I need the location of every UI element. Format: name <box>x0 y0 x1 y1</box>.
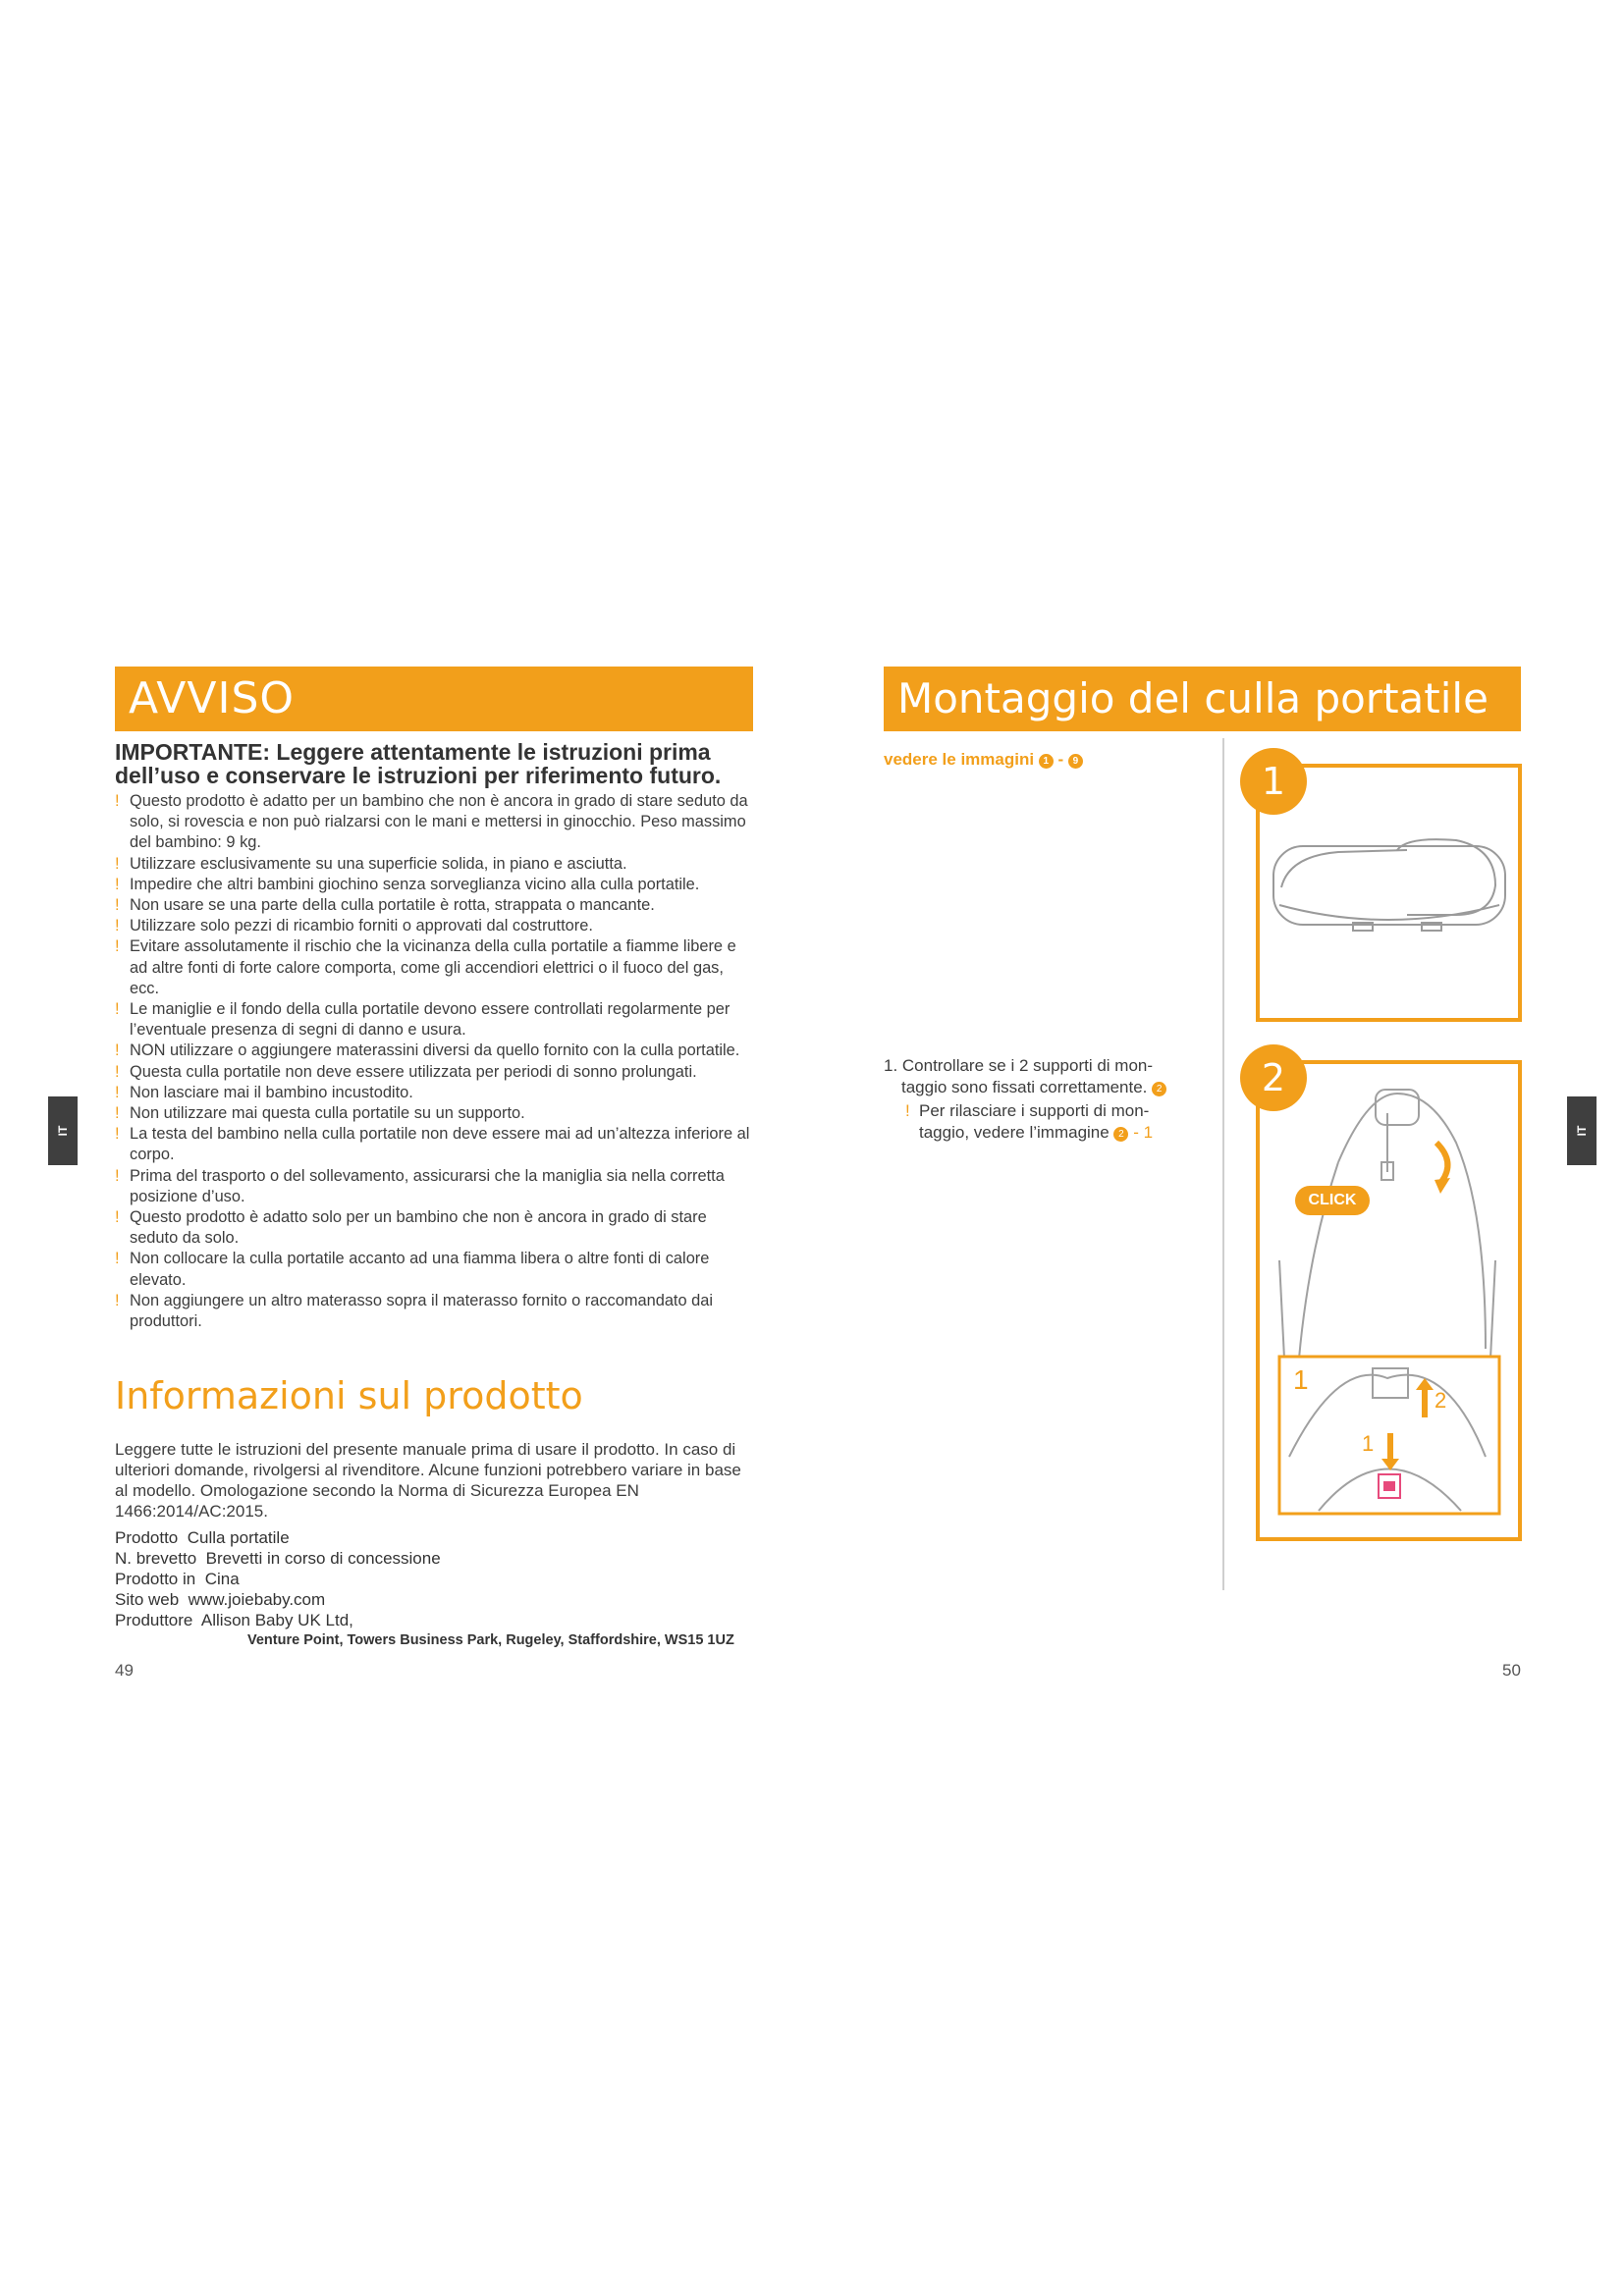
figure-2-badge: 2 <box>1240 1044 1307 1111</box>
arrow-label-1: 1 <box>1362 1431 1375 1456</box>
inset-clip-button <box>1383 1481 1395 1491</box>
warning-mark: ! <box>115 917 120 935</box>
see-images-ref: vedere le immagini 1 - 9 <box>884 750 1083 770</box>
figure-ref-end: 9 <box>1068 754 1083 769</box>
warning-item: ! La testa del bambino nella culla portatile non deve essere mai ad un’altezza inferiore al corpo. <box>115 1125 750 1164</box>
spec-row: Sito web www.joiebaby.com <box>115 1590 326 1609</box>
warning-mark: ! <box>115 1250 120 1268</box>
carrycot-hood <box>1397 839 1495 915</box>
rotate-arrow-head <box>1435 1178 1450 1194</box>
figure-1-badge: 1 <box>1240 748 1307 815</box>
warning-mark: ! <box>115 1291 120 1309</box>
carrycot-illustration <box>1260 768 1518 1018</box>
spec-row: Prodotto Culla portatile <box>115 1528 290 1547</box>
warning-item: ! Non usare se una parte della culla portatile è rotta, strappata o mancante. <box>115 895 753 916</box>
info-paragraph: Leggere tutte le istruzioni del presente manuale prima di usare il prodotto. In caso di ulteriori domande, rivolgersi al rivenditore. Alcune funzioni potrebbero variare in base al modello. Omologazione secondo la Norma di Sicurezza Europea EN 1466:2014/AC:2015. <box>115 1440 741 1521</box>
product-specs <box>115 1527 763 1651</box>
warning-item: ! Questo prodotto è adatto per un bambino che non è ancora in grado di stare seduto da solo, si rovescia e non può rialzarsi con le mani e mettersi in ginocchio. Peso massimo del bambino: 9 kg. <box>115 792 748 852</box>
spec-row: Prodotto in Cina <box>115 1570 240 1588</box>
warning-mark: ! <box>115 1166 120 1185</box>
figure-ref-start: 1 <box>1039 754 1054 769</box>
info-title: Informazioni sul prodotto <box>115 1374 583 1417</box>
warning-item: ! Prima del trasporto o del sollevamento, assicurarsi che la maniglia sia nella corretta posizione d’uso. <box>115 1166 725 1205</box>
warning-mark: ! <box>115 1208 120 1227</box>
cot-hood-outline <box>1338 1094 1486 1349</box>
warning-item: ! NON utilizzare o aggiungere materassini diversi da quello fornito con la culla portatile. <box>115 1041 753 1061</box>
avviso-banner <box>115 667 753 731</box>
warning-mark: ! <box>115 854 120 873</box>
warning-item: ! Le maniglie e il fondo della culla portatile devono essere controllati regolarmente per l’eventuale presenza di segni di danno e usura. <box>115 1000 731 1040</box>
warning-item: ! Questo prodotto è adatto solo per un bambino che non è ancora in grado di stare seduto da solo. <box>115 1208 707 1248</box>
warning-mark: ! <box>115 937 120 956</box>
figure-2-frame <box>1256 1060 1522 1541</box>
warning-mark: ! <box>115 792 120 810</box>
warnings-list <box>115 791 753 1332</box>
important-notice: IMPORTANTE: Leggere attentamente le istruzioni prima dell’uso e conservare le istruzioni per riferimento futuro. <box>115 739 722 788</box>
warning-item: ! Non collocare la culla portatile accanto ad una fiamma libera o altre fonti di calore elevato. <box>115 1250 710 1289</box>
frame-bar-right <box>1490 1260 1495 1359</box>
figure-ref: 2 <box>1152 1082 1166 1096</box>
warning-item: ! Questa culla portatile non deve essere utilizzata per periodi di sonno prolungati. <box>115 1062 753 1083</box>
warning-item: ! Utilizzare esclusivamente su una superficie solida, in piano e asciutta. <box>115 854 753 875</box>
warning-mark: ! <box>115 1062 120 1081</box>
warning-mark: ! <box>115 1104 120 1123</box>
language-tab-left: IT <box>48 1096 78 1165</box>
mounting-illustration <box>1260 1064 1518 1537</box>
figure-ref: 2 <box>1113 1127 1128 1142</box>
warning-mark: ! <box>115 875 120 893</box>
warning-mark: ! <box>115 1041 120 1060</box>
page-number-right: 50 <box>1502 1661 1521 1680</box>
step-1-instructions: 1. Controllare se i 2 supporti di mon- taggio sono fissati correttamente. 2 ! Per rilasciare i supporti di mon- taggio, vedere l’immagine 2 - 1 <box>884 1055 1218 1144</box>
carrycot-hood-line <box>1281 850 1407 887</box>
warning-item: ! Evitare assolutamente il rischio che la vicinanza della culla portatile a fiamme libere e ad altre fonti di forte calore comporta, come gli accendiori elettrici o il fuoco del gas, ecc. <box>115 937 736 997</box>
assembly-banner <box>884 667 1521 731</box>
warning-mark: ! <box>115 896 120 915</box>
warning-item: ! Non utilizzare mai questa culla portatile su un supporto. <box>115 1103 753 1124</box>
warning-item: ! Utilizzare solo pezzi di ricambio forniti o approvati dal costruttore. <box>115 916 753 936</box>
carrycot-base <box>1279 905 1499 920</box>
warning-mark: ! <box>905 1101 910 1120</box>
spec-row: Produttore Allison Baby UK Ltd, <box>115 1611 353 1629</box>
warning-mark: ! <box>115 1000 120 1019</box>
assembly-title: Montaggio del culla portatile <box>897 674 1489 722</box>
manufacturer-address: Venture Point, Towers Business Park, Rugeley, Staffordshire, WS15 1UZ <box>247 1632 734 1648</box>
language-tab-right: IT <box>1567 1096 1597 1165</box>
column-divider <box>1222 738 1224 1590</box>
click-label: CLICK <box>1295 1186 1370 1215</box>
frame-bar-left <box>1279 1260 1284 1359</box>
spec-row: N. brevetto Brevetti in corso di concessione <box>115 1549 441 1568</box>
warning-item: ! Non lasciare mai il bambino incustodito. <box>115 1083 753 1103</box>
warning-mark: ! <box>115 1083 120 1101</box>
cot-hood-top <box>1376 1090 1419 1125</box>
warning-item: ! Impedire che altri bambini giochino senza sorveglianza vicino alla culla portatile. <box>115 875 753 895</box>
inset-label-1: 1 <box>1293 1364 1309 1395</box>
rotate-arrow <box>1436 1143 1447 1182</box>
inset-label-2: 2 <box>1435 1388 1447 1413</box>
warning-item: ! Non aggiungere un altro materasso sopra il materasso fornito o raccomandato dai produttori. <box>115 1291 714 1331</box>
page-number-left: 49 <box>115 1661 134 1680</box>
step-1-note: ! Per rilasciare i supporti di mon- taggio, vedere l’immagine 2 - 1 <box>905 1101 1154 1142</box>
warning-mark: ! <box>115 1125 120 1144</box>
avviso-title: AVVISO <box>129 673 296 723</box>
